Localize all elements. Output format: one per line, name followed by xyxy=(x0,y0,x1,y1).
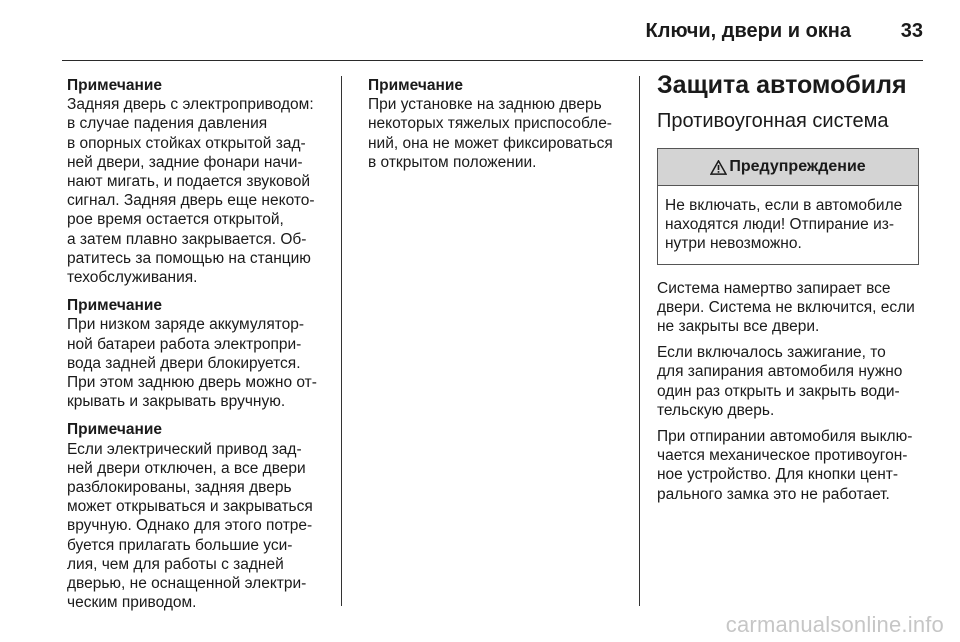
note-line: Задняя дверь с электроприводом: xyxy=(67,96,314,114)
note-title: Примечание xyxy=(67,421,162,439)
page-header xyxy=(62,18,923,61)
note-title: Примечание xyxy=(368,77,463,94)
paragraph xyxy=(657,427,919,504)
note-title: Примечание xyxy=(67,297,162,315)
paragraph-line: один раз открыть и закрыть води- xyxy=(657,382,900,400)
subsection-title: Противоугонная система xyxy=(657,110,889,132)
watermark: carmanualsonline.info xyxy=(725,612,944,637)
note-line: рое время остается открытой, xyxy=(67,211,284,229)
note-line: При низком заряде аккумулятор- xyxy=(67,316,305,334)
note-line: вода задней двери блокируется. xyxy=(67,354,301,372)
warning-box xyxy=(657,148,919,265)
paragraph xyxy=(657,279,919,337)
note-line: сигнал. Задняя дверь еще некото- xyxy=(67,192,315,210)
note-line: разблокированы, задняя дверь xyxy=(67,479,292,497)
paragraph-line: чается механическое противоугон- xyxy=(657,447,908,465)
note-line: ческим приводом. xyxy=(67,594,197,612)
note-line: При этом заднюю дверь можно от- xyxy=(67,374,317,392)
note-line: вручную. Однако для этого потре- xyxy=(67,517,313,535)
note-line: ной батареи работа электропри- xyxy=(67,335,302,353)
note-line: При установке на заднюю дверь xyxy=(368,96,602,114)
note-line: техобслуживания. xyxy=(67,269,198,287)
note-line: а затем плавно закрывается. Об- xyxy=(67,230,307,248)
column-divider xyxy=(341,76,342,606)
warning-header xyxy=(658,149,918,186)
page-number: 33 xyxy=(900,20,923,42)
paragraph-line: Если включалось зажигание, то xyxy=(657,344,886,362)
note-line: нают мигать, и подается звуковой xyxy=(67,173,311,191)
note-line: может открываться и закрываться xyxy=(67,498,313,516)
note-line: буется прилагать большие уси- xyxy=(67,536,293,554)
warning-triangle-icon xyxy=(710,160,727,175)
column-left xyxy=(67,76,329,621)
column-right xyxy=(657,70,919,511)
paragraph-line: рального замка это не работает. xyxy=(657,485,890,503)
note-line: в случае падения давления xyxy=(67,115,268,133)
note-line: ратитесь за помощью на станцию xyxy=(67,249,311,267)
paragraph-line: не закрыты все двери. xyxy=(657,318,820,336)
section-title: Защита автомобиля xyxy=(657,71,907,99)
note-line: Если электрический привод зад- xyxy=(67,440,302,458)
note-line: некоторых тяжелых приспособле- xyxy=(368,115,612,133)
note xyxy=(67,296,329,411)
column-divider xyxy=(639,76,640,606)
paragraph-line: Система намертво запирает все xyxy=(657,279,891,297)
note-line: в опорных стойках открытой зад- xyxy=(67,134,306,152)
paragraph-line: тельскую дверь. xyxy=(657,401,775,419)
note-line: ней двери отключен, а все двери xyxy=(67,459,306,477)
paragraph-line: для запирания автомобиля нужно xyxy=(657,363,903,381)
note-line: ней двери, задние фонари начи- xyxy=(67,153,303,171)
warning-line: нутри невозможно. xyxy=(665,235,802,253)
column-middle xyxy=(368,76,626,181)
note-line: в открытом положении. xyxy=(368,153,537,171)
paragraph-line: ное устройство. Для кнопки цент- xyxy=(657,466,899,484)
paragraph xyxy=(657,343,919,420)
note xyxy=(67,420,329,612)
note xyxy=(368,76,626,172)
note-line: ний, она не может фиксироваться xyxy=(368,134,613,152)
note-title: Примечание xyxy=(67,77,162,94)
paragraph-line: При отпирании автомобиля выклю- xyxy=(657,428,913,446)
note-line: лия, чем для работы с задней xyxy=(67,555,284,573)
paragraph-line: двери. Система не включится, если xyxy=(657,298,915,316)
warning-line: Не включать, если в автомобиле xyxy=(665,197,903,214)
note-line: дверью, не оснащенной электри- xyxy=(67,575,307,593)
warning-title: Предупреждение xyxy=(729,158,866,176)
note-line: крывать и закрывать вручную. xyxy=(67,393,286,411)
header-title: Ключи, двери и окна xyxy=(645,20,851,42)
note xyxy=(67,76,329,287)
warning-body xyxy=(658,186,918,264)
warning-line: находятся люди! Отпирание из- xyxy=(665,216,895,234)
